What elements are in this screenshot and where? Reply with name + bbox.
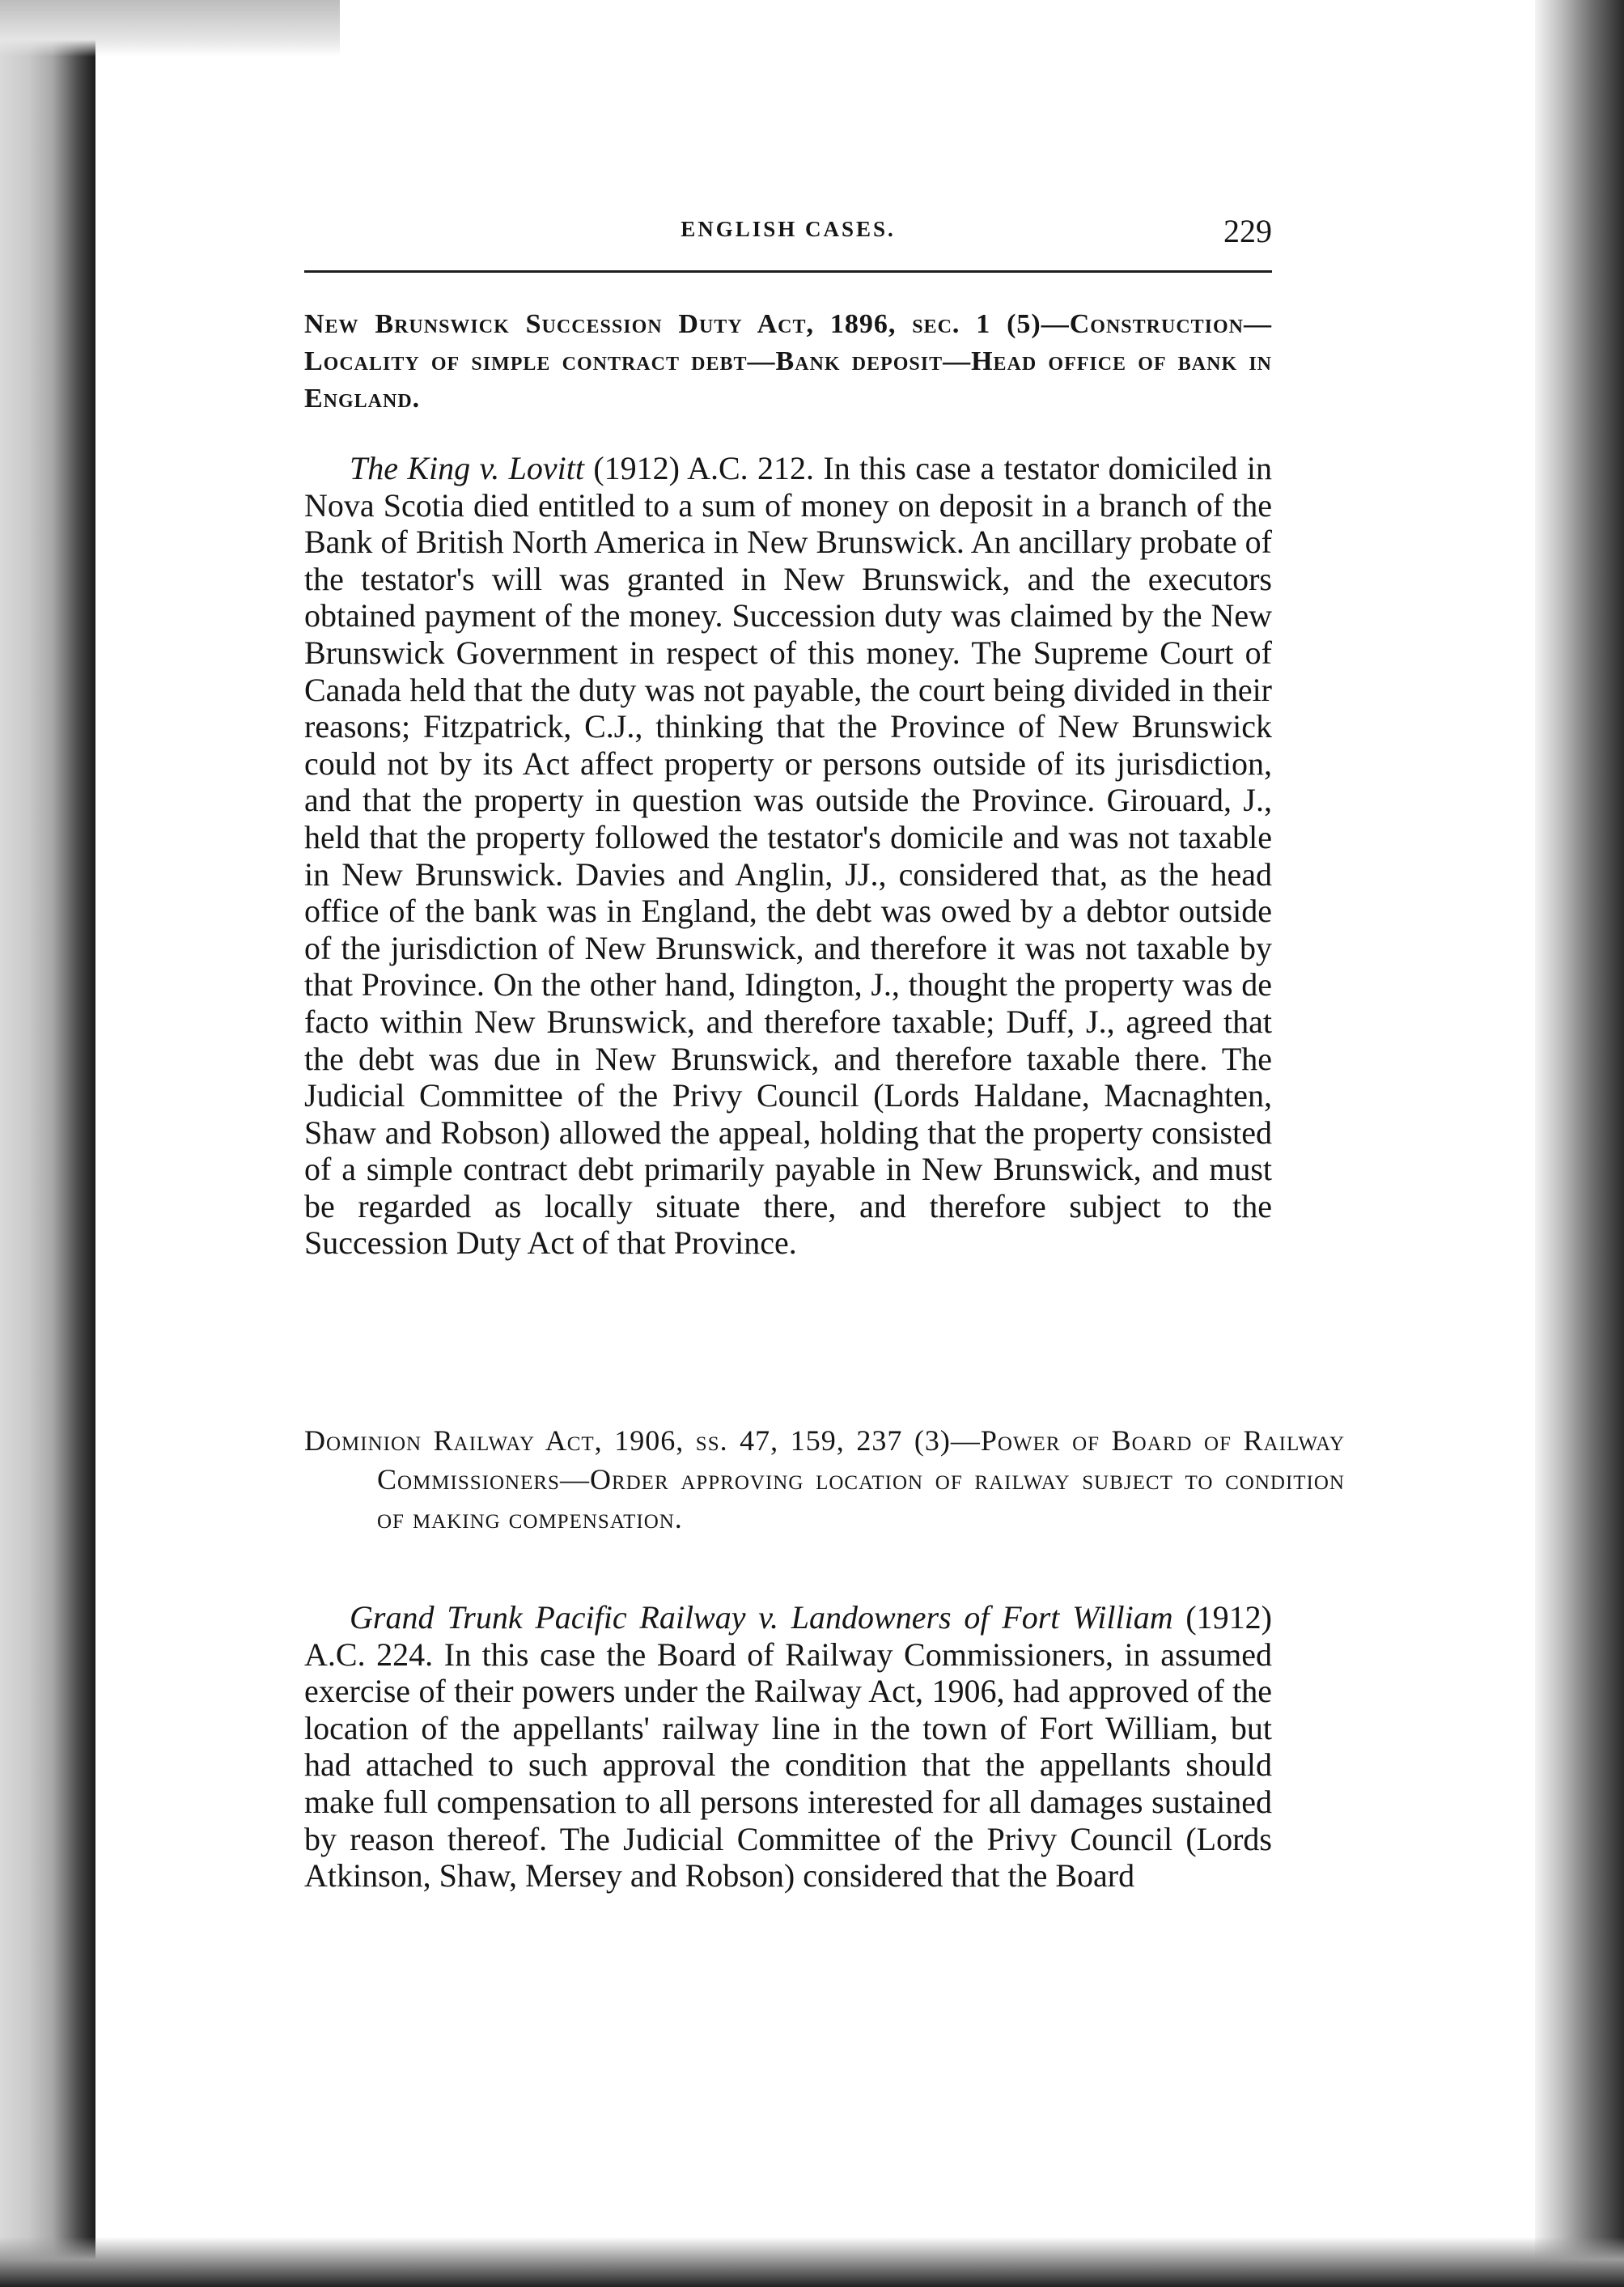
running-title: ENGLISH CASES.: [681, 217, 896, 241]
case-heading-succession-duty: New Brunswick Succession Duty Act, 1896, sec. 1 (5)—Construction—Locality of simple contract debt—Bank deposit—Head office of bank in England.: [304, 309, 1272, 414]
book-page: [304, 0, 1345, 2287]
case-body-text: (1912) A.C. 224. In this case the Board of Railway Commissioners, in assumed exercise of their powers under the Railway Act, 1906, had approved of the location of the appellants' railway line in the town of Fort William, but had attached to such approval the condition that the appellants should make full compensation to all persons interested for all damages sustained by reason thereof. The Judicial Committee of the Privy Council (Lords Atkinson, Shaw, Mersey and Robson) considered that the Board: [304, 1599, 1272, 1895]
case-paragraph-king-v-lovitt: [304, 450, 1272, 1262]
case-citation: Grand Trunk Pacific Railway v. Landowners of Fort William: [350, 1599, 1173, 1636]
case-body-text: (1912) A.C. 212. In this case a testator domiciled in Nova Scotia died entitled to a sum of money on deposit in a branch of the Bank of British North America in New Brunswick. An ancillary probate of the testator's will was granted in New Brunswick, and the executors obtained payment of the money. Succession duty was claimed by the New Brunswick Government in respect of this money. The Supreme Court of Canada held that the duty was not payable, the court being divided in their reasons; Fitzpatrick, C.J., thinking that the Province of New Brunswick could not by its Act affect property or persons outside of its jurisdiction, and that the property in question was outside the Province. Girouard, J., held that the property followed the testator's domicile and was not taxable in New Brunswick. Davies and Anglin, JJ., considered that, as the head office of the bank was in England, the debt was owed by a debtor outside of the jurisdiction of New Brunswick, and therefore it was not taxable by that Province. On the other hand, Idington, J., thought the property was de facto within New Brunswick, and therefore taxable; Duff, J., agreed that the debt was due in New Brunswick, and therefore taxable there. The Judicial Committee of the Privy Council (Lords Haldane, Macnaghten, Shaw and Robson) allowed the appeal, holding that the property consisted of a simple contract debt primarily payable in New Brunswick, and must be regarded as locally situate there, and therefore subject to the Succession Duty Act of that Province.: [304, 450, 1272, 1262]
scan-border-left: [0, 0, 95, 2287]
running-head: [304, 212, 1272, 252]
page-number: 229: [1223, 213, 1272, 249]
case-paragraph-grand-trunk: [304, 1599, 1272, 1895]
scan-border-top-left: [0, 0, 340, 57]
header-rule: [304, 270, 1272, 273]
case-citation: The King v. Lovitt: [350, 450, 584, 486]
case-heading-railway-act: Dominion Railway Act, 1906, ss. 47, 159, 237 (3)—Power of Board of Railway Commissioners—Order approving location of railway subject to condition of making compensation.: [304, 1424, 1345, 1534]
scan-border-right: [1535, 0, 1624, 2287]
